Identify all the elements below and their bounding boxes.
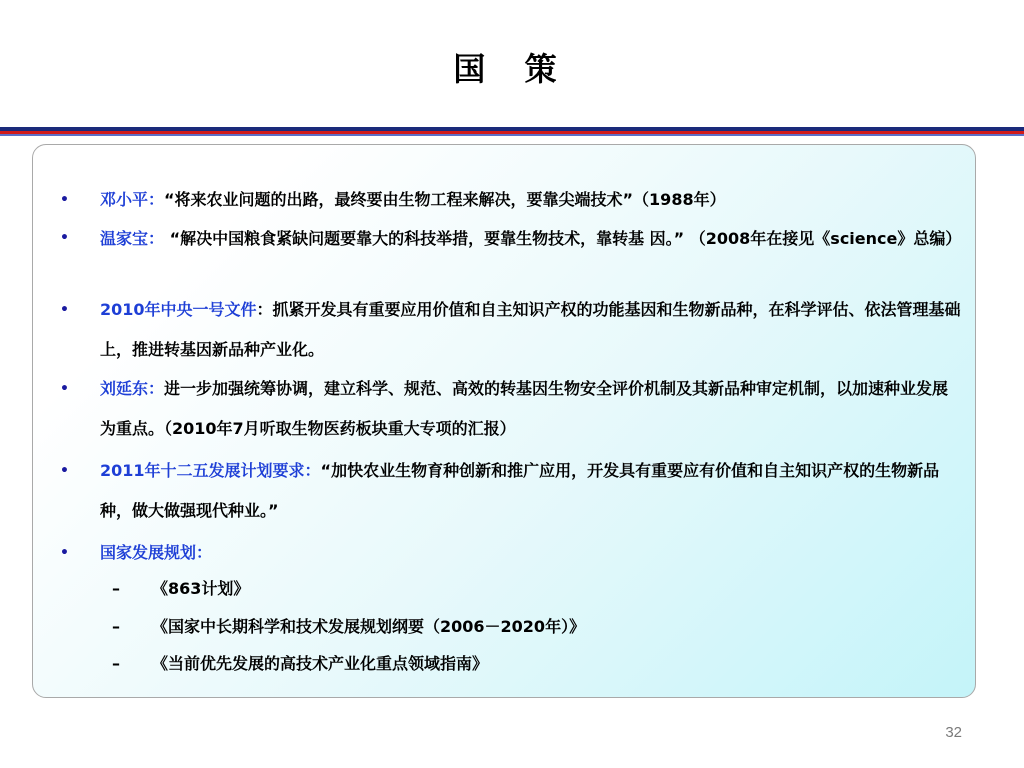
bullet-lead: 温家宝： — [100, 229, 165, 248]
sub-item-text: 《当前优先发展的高技术产业化重点领域指南》 — [152, 654, 489, 673]
bullet-icon: • — [60, 302, 69, 318]
bullet-text — [100, 224, 962, 253]
bullet-text — [100, 290, 962, 370]
dash-icon: – — [112, 617, 120, 636]
sub-item-text: 《国家中长期科学和技术发展规划纲要（2006－2020年）》 — [152, 617, 586, 636]
bullet-body: “将来农业问题的出路，最终要由生物工程来解决，要靠尖端技术”（1988年） — [164, 190, 726, 209]
dash-icon: – — [112, 579, 120, 598]
bullet-icon: • — [60, 230, 69, 246]
bullet-lead: 邓小平： — [100, 190, 165, 209]
bullet-icon: • — [60, 545, 69, 561]
bullet-body: ：抓紧开发具有重要应用价值和自主知识产权的功能基因和生物新品种，在科学评估、依法管理基础上，推进转基因新品种产业化。 — [100, 300, 961, 359]
bullet-lead: 2011年十二五发展计划要求： — [100, 461, 321, 480]
bullet-text — [100, 369, 962, 449]
bullet-text — [100, 451, 962, 531]
bullet-body: “解决中国粮食紧缺问题要靠大的科技举措，要靠生物技术，靠转基 因。” （2008年在接见《science》总编） — [164, 229, 962, 248]
bullet-lead: 国家发展规划： — [100, 543, 213, 562]
bullet-body: “加快农业生物育种创新和推广应用，开发具有重要应有价值和自主知识产权的生物新品种，做大做强现代种业。” — [100, 461, 940, 520]
dash-icon: – — [112, 654, 120, 673]
bullet-icon: • — [60, 463, 69, 479]
bullet-lead: 刘延东： — [100, 379, 165, 398]
bullet-icon: • — [60, 192, 69, 208]
page-number: 32 — [945, 724, 962, 741]
slide-title: 国 策 — [453, 50, 571, 88]
bullet-text — [100, 189, 962, 211]
bullet-body: 进一步加强统筹协调，建立科学、规范、高效的转基因生物安全评价机制及其新品种审定机制，以加速种业发展为重点。（2010年7月听取生物医药板块重大专项的汇报） — [100, 379, 949, 438]
bullet-icon: • — [60, 381, 69, 397]
bullet-text — [100, 542, 962, 564]
bullet-lead: 2010年中央一号文件 — [100, 300, 257, 319]
sub-item-text: 《863计划》 — [152, 579, 250, 598]
title-divider-blue — [0, 134, 1024, 136]
